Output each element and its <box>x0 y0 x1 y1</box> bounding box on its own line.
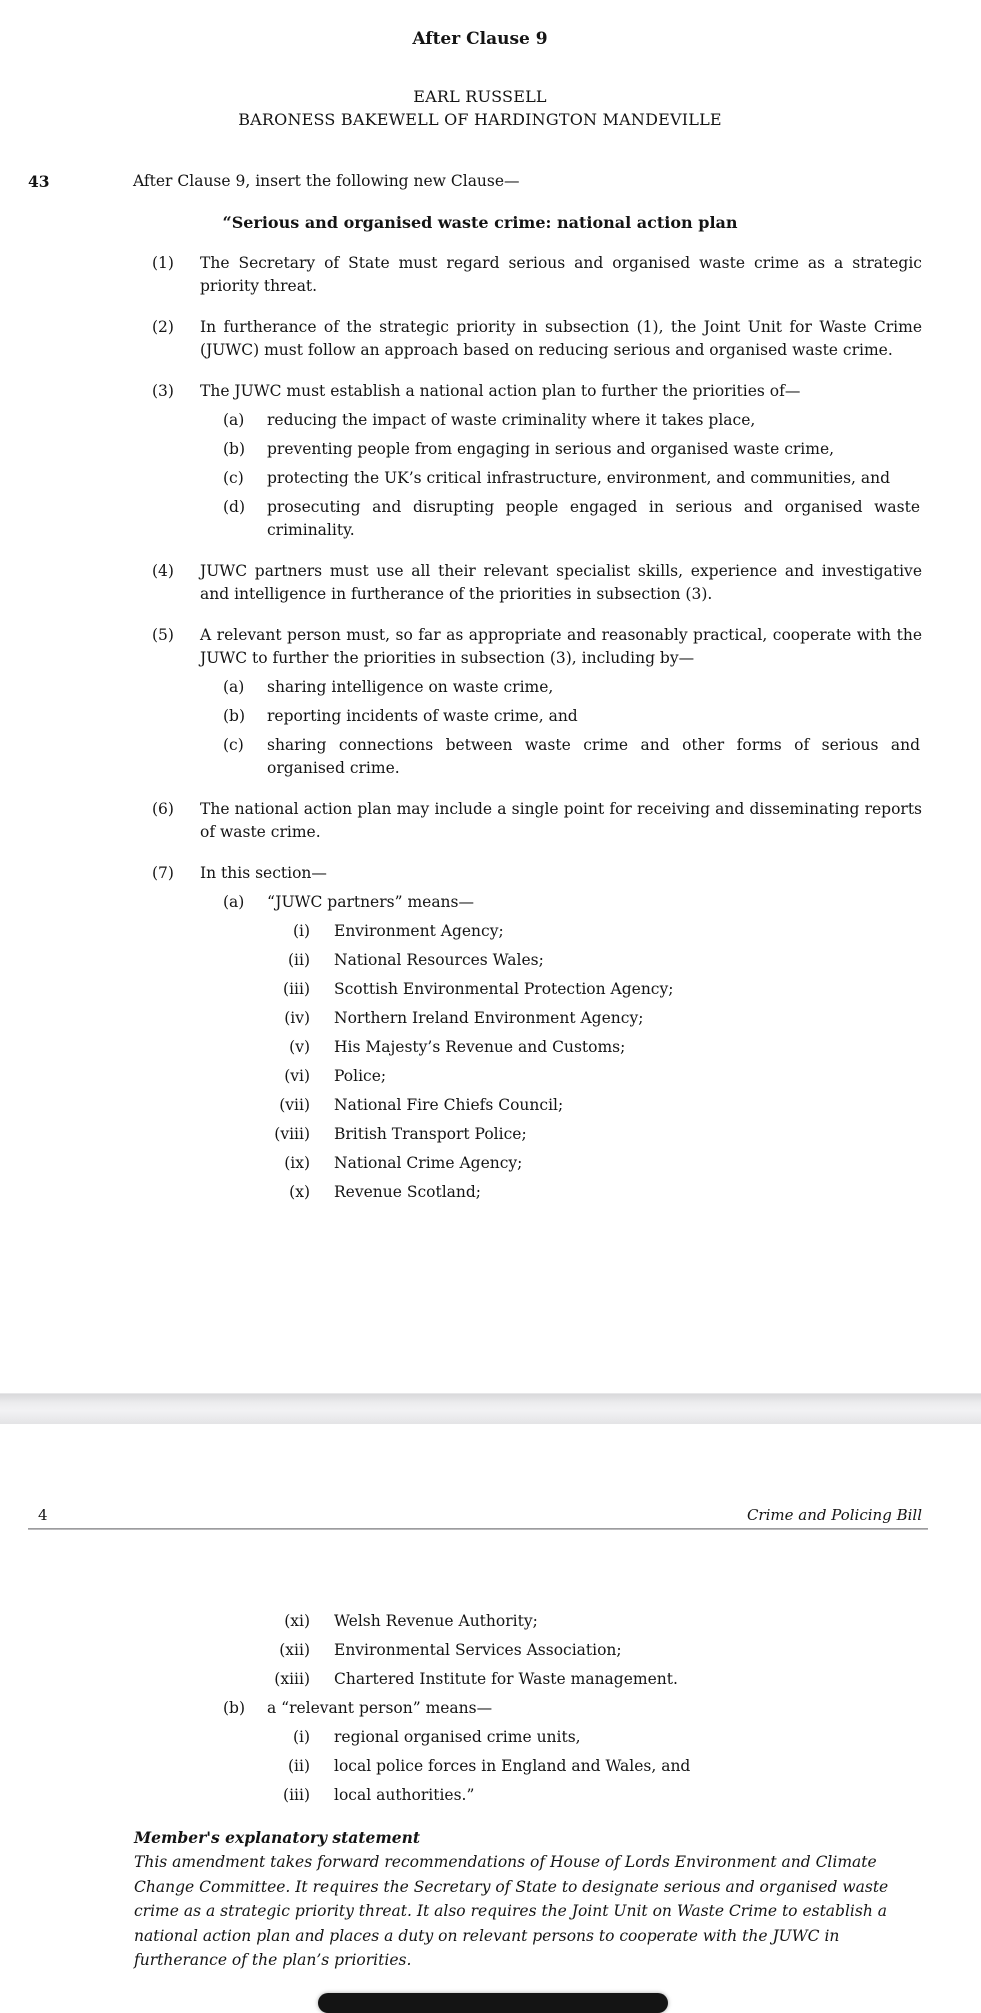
subsection-5 <box>0 624 981 670</box>
definition-text: His Majesty’s Revenue and Customs; <box>334 1038 626 1056</box>
roman-numeral: (i) <box>292 922 310 940</box>
page-number: 4 <box>38 1506 48 1524</box>
clause-title: “Serious and organised waste crime: national action plan <box>222 213 738 232</box>
paragraph-text: reducing the impact of waste criminality where it takes place, <box>267 411 756 429</box>
paragraph-letter: (d) <box>223 498 246 516</box>
paragraph-text: a “relevant person” means— <box>267 1699 493 1717</box>
roman-numeral: (xiii) <box>274 1670 310 1688</box>
roman-numeral: (iii) <box>283 980 310 998</box>
paragraph-7a <box>0 891 981 914</box>
subsection-text: A relevant person must, so far as appropriate and reasonably practical, cooperate with the JUWC to further the priorities in subsection (3), including by— <box>200 626 922 667</box>
subsection-number: (4) <box>152 562 174 580</box>
paragraph-text: “JUWC partners” means— <box>267 893 474 911</box>
subsection-1 <box>0 252 981 298</box>
definition-item-vi <box>0 1065 981 1088</box>
paragraph-text: protecting the UK’s critical infrastructure, environment, and communities, and <box>267 469 891 487</box>
paragraph-3d <box>0 496 981 542</box>
explanatory-statement <box>134 1826 906 1973</box>
definition-item-i <box>0 920 981 943</box>
definition-item-x <box>0 1181 981 1204</box>
subsection-2 <box>0 316 981 362</box>
definition-text: Chartered Institute for Waste management. <box>334 1670 678 1688</box>
subsection-text: JUWC partners must use all their relevant specialist skills, experience and investigative and intelligence in furtherance of the priorities in subsection (3). <box>200 562 922 603</box>
section-heading: After Clause 9 <box>412 29 548 49</box>
amendment-number: 43 <box>28 172 50 191</box>
definition-item-v <box>0 1036 981 1059</box>
subsection-number: (5) <box>152 626 174 644</box>
subsection-text: The national action plan may include a single point for receiving and disseminating reports of waste crime. <box>200 800 922 841</box>
page-separator <box>0 1393 981 1424</box>
roman-numeral: (i) <box>292 1728 310 1746</box>
paragraph-text: prosecuting and disrupting people engaged in serious and organised waste criminality. <box>267 498 920 539</box>
paragraph-letter: (a) <box>223 893 245 911</box>
roman-numeral: (x) <box>289 1183 310 1201</box>
document-page-bottom <box>0 1610 981 1973</box>
paragraph-letter: (a) <box>223 678 245 696</box>
paragraph-text: sharing intelligence on waste crime, <box>267 678 554 696</box>
paragraph-letter: (a) <box>223 411 245 429</box>
definition-item-xiii <box>0 1668 981 1691</box>
header-rule <box>28 1528 928 1530</box>
definition-item-iii <box>0 978 981 1001</box>
definition-text: Scottish Environmental Protection Agency; <box>334 980 674 998</box>
paragraph-3b <box>0 438 981 461</box>
amendment-line <box>0 170 981 193</box>
definition-text: National Crime Agency; <box>334 1154 523 1172</box>
paragraph-7b <box>0 1697 981 1720</box>
roman-numeral: (xii) <box>279 1641 310 1659</box>
subsection-text: In furtherance of the strategic priority in subsection (1), the Joint Unit for Waste Crime (JUWC) must follow an approach based on reducing serious and organised waste crime. <box>200 318 922 359</box>
definition-item-b-iii <box>0 1784 981 1807</box>
roman-numeral: (iv) <box>284 1009 310 1027</box>
definition-text: Northern Ireland Environment Agency; <box>334 1009 644 1027</box>
roman-numeral: (viii) <box>274 1125 310 1143</box>
subsection-text: The Secretary of State must regard serious and organised waste crime as a strategic priority threat. <box>200 254 922 295</box>
paragraph-text: preventing people from engaging in serious and organised waste crime, <box>267 440 835 458</box>
member-names <box>40 85 920 131</box>
roman-numeral: (iii) <box>283 1786 310 1804</box>
paragraph-5b <box>0 705 981 728</box>
paragraph-5a <box>0 676 981 699</box>
definition-text: local authorities.” <box>334 1786 475 1804</box>
paragraph-5c <box>0 734 981 780</box>
subsection-3 <box>0 380 981 403</box>
paragraph-letter: (c) <box>223 469 244 487</box>
definition-item-ix <box>0 1152 981 1175</box>
subsection-number: (2) <box>152 318 174 336</box>
roman-numeral: (ii) <box>287 1757 310 1775</box>
definition-text: Police; <box>334 1067 387 1085</box>
definition-text: Environmental Services Association; <box>334 1641 622 1659</box>
paragraph-3a <box>0 409 981 432</box>
definition-item-xii <box>0 1639 981 1662</box>
subsection-4 <box>0 560 981 606</box>
definition-text: National Fire Chiefs Council; <box>334 1096 564 1114</box>
subsection-7 <box>0 862 981 885</box>
definition-text: regional organised crime units, <box>334 1728 581 1746</box>
roman-numeral: (v) <box>289 1038 310 1056</box>
definition-text: local police forces in England and Wales, and <box>334 1757 691 1775</box>
definition-item-ii <box>0 949 981 972</box>
definition-item-viii <box>0 1123 981 1146</box>
roman-numeral: (ii) <box>287 951 310 969</box>
member-name: EARL RUSSELL <box>413 87 547 106</box>
floating-toolbar[interactable] <box>318 1993 668 2013</box>
definition-item-xi <box>0 1610 981 1633</box>
paragraph-text: reporting incidents of waste crime, and <box>267 707 578 725</box>
paragraph-3c <box>0 467 981 490</box>
subsection-text: The JUWC must establish a national action plan to further the priorities of— <box>200 382 801 400</box>
subsection-number: (3) <box>152 382 174 400</box>
definition-item-b-i <box>0 1726 981 1749</box>
bill-title: Crime and Policing Bill <box>746 1506 922 1524</box>
definition-text: Environment Agency; <box>334 922 504 940</box>
subsection-6 <box>0 798 981 844</box>
paragraph-letter: (c) <box>223 736 244 754</box>
subsection-text: In this section— <box>200 864 327 882</box>
definition-item-iv <box>0 1007 981 1030</box>
subsection-number: (6) <box>152 800 174 818</box>
amendment-instruction: After Clause 9, insert the following new Clause— <box>133 172 520 190</box>
definition-text: Welsh Revenue Authority; <box>334 1612 538 1630</box>
paragraph-letter: (b) <box>223 440 246 458</box>
roman-numeral: (ix) <box>284 1154 310 1172</box>
subsection-number: (7) <box>152 864 174 882</box>
definition-text: British Transport Police; <box>334 1125 527 1143</box>
paragraph-letter: (b) <box>223 1699 246 1717</box>
definition-item-b-ii <box>0 1755 981 1778</box>
paragraph-text: sharing connections between waste crime and other forms of serious and organised crime. <box>267 736 920 777</box>
roman-numeral: (vii) <box>279 1096 310 1114</box>
paragraph-letter: (b) <box>223 707 246 725</box>
definition-text: Revenue Scotland; <box>334 1183 482 1201</box>
subsection-number: (1) <box>152 254 174 272</box>
explanatory-statement-heading: Member's explanatory statement <box>134 1828 421 1847</box>
roman-numeral: (vi) <box>284 1067 310 1085</box>
page-running-header <box>28 1506 928 1530</box>
definition-text: National Resources Wales; <box>334 951 544 969</box>
member-name: BARONESS BAKEWELL OF HARDINGTON MANDEVILLE <box>238 110 722 129</box>
roman-numeral: (xi) <box>284 1612 310 1630</box>
explanatory-statement-text: This amendment takes forward recommendations of House of Lords Environment and Climate Change Committee. It requires the Secretary of State to designate serious and organised waste crime as a strategic priority threat. It also requires the Joint Unit on Waste Crime to establish a national action plan and places a duty on relevant persons to cooperate with the JUWC in furtherance of the plan’s priorities. <box>134 1853 889 1969</box>
definition-item-vii <box>0 1094 981 1117</box>
